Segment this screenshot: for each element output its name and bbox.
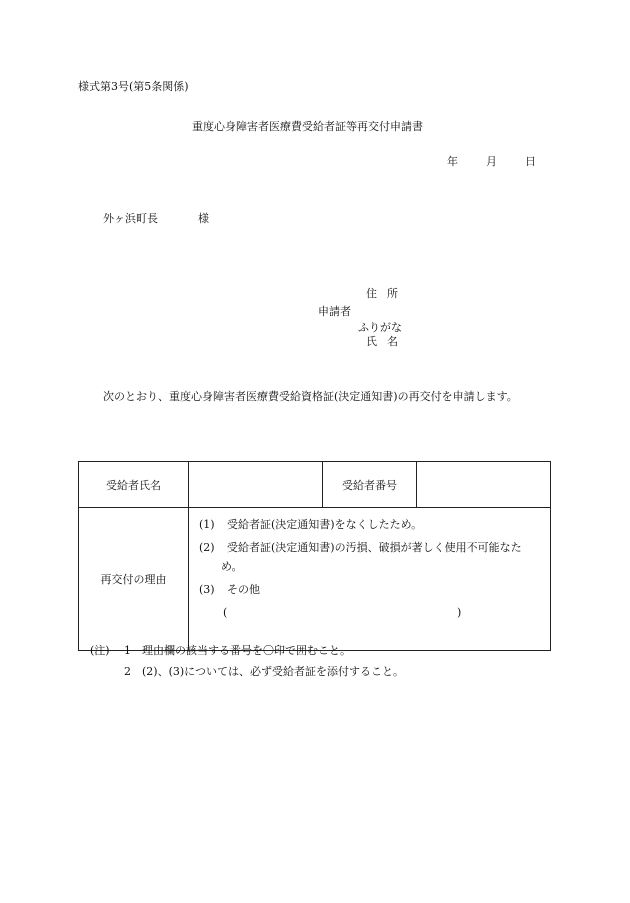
note-prefix: (注) — [90, 644, 110, 657]
recipient-number-label: 受給者番号 — [342, 478, 397, 492]
document-title: 重度心身障害者医療費受給者証等再交付申請書 — [192, 120, 423, 133]
recipient-honorific: 様 — [198, 212, 209, 225]
application-table — [78, 461, 551, 651]
other-close-paren: ) — [457, 606, 462, 619]
note-item — [90, 665, 404, 679]
note-number: 2 — [124, 665, 131, 678]
reason-label: 再交付の理由 — [100, 573, 167, 586]
reasons-cell — [189, 508, 551, 651]
other-open-paren: ( — [223, 606, 228, 619]
name-label: 氏名 — [366, 335, 408, 348]
recipient-name-label-cell — [79, 462, 189, 508]
reason-option-2[interactable] — [199, 541, 542, 555]
note-text: (2)、(3)については、必ず受給者証を添付すること。 — [142, 665, 404, 678]
reason-text: 受給者証(決定通知書)の汚損、破損が著しく使用不可能なた — [227, 541, 522, 554]
reason-number: (3) — [199, 583, 215, 596]
reason-number: (1) — [199, 518, 215, 531]
address-label: 住所 — [366, 287, 408, 300]
notes — [90, 644, 404, 686]
date-line — [447, 155, 536, 169]
application-statement: 次のとおり、重度心身障害者医療費受給資格証(決定通知書)の再交付を申請します。 — [103, 390, 518, 403]
recipient-number-field[interactable] — [417, 462, 551, 508]
date-month-label: 月 — [486, 155, 497, 168]
reason-label-cell — [79, 508, 189, 651]
form-number: 様式第3号(第5条関係) — [78, 80, 189, 93]
note-text: 理由欄の該当する番号を〇印で囲むこと。 — [142, 644, 351, 657]
note-item — [90, 644, 404, 658]
reason-option-1[interactable] — [199, 518, 542, 532]
date-year-label: 年 — [447, 155, 458, 168]
reason-option-3[interactable] — [199, 583, 542, 597]
reason-text-continued: め。 — [221, 560, 243, 573]
recipient-name: 外ヶ浜町長 — [103, 212, 158, 225]
recipient-name-field[interactable] — [189, 462, 323, 508]
reason-number: (2) — [199, 541, 215, 554]
recipient-number-label-cell — [323, 462, 417, 508]
applicant-label: 申請者 — [318, 305, 351, 318]
other-reason-field[interactable] — [199, 606, 542, 620]
note-number: 1 — [124, 644, 131, 657]
recipient-line — [103, 212, 209, 226]
reason-text: その他 — [227, 583, 260, 596]
furigana-label: ふりがな — [358, 321, 402, 334]
recipient-name-label: 受給者氏名 — [106, 478, 161, 492]
date-day-label: 日 — [525, 155, 536, 168]
reason-text: 受給者証(決定通知書)をなくしたため。 — [227, 518, 423, 531]
